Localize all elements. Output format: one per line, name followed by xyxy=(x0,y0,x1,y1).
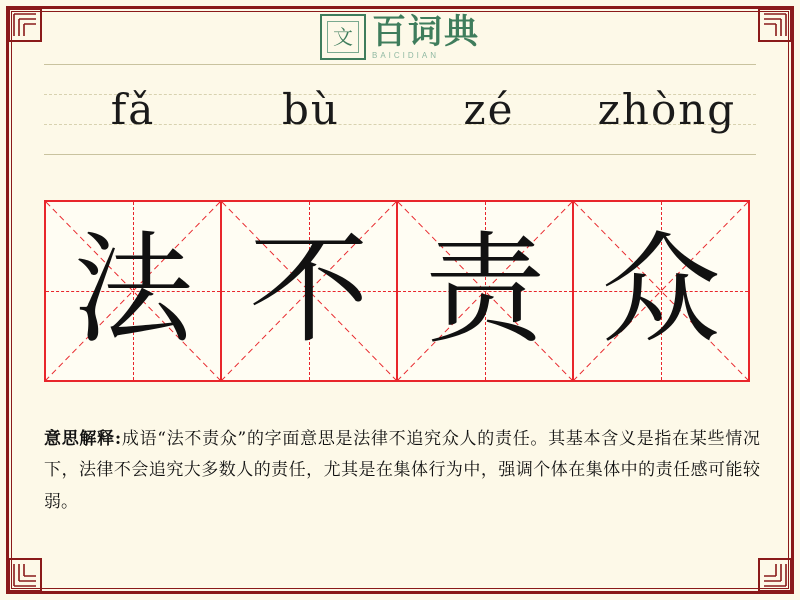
character-cell xyxy=(572,200,750,382)
character-glyph: 众 xyxy=(601,221,721,360)
corner-ornament-icon xyxy=(758,558,792,592)
character-glyph: 法 xyxy=(73,221,193,360)
character-cell xyxy=(220,200,398,382)
seal-glyph: 文 xyxy=(333,25,353,49)
corner-ornament-icon xyxy=(8,558,42,592)
pinyin-row xyxy=(44,64,756,154)
character-grid xyxy=(44,200,756,382)
seal-square-icon xyxy=(320,14,366,60)
logo-name-en: BAICIDIAN xyxy=(372,50,440,60)
character-cell xyxy=(396,200,574,382)
staff-line-bottom xyxy=(44,154,756,155)
pinyin-syllable: bù xyxy=(282,84,340,134)
explanation-block xyxy=(44,424,760,518)
logo-text xyxy=(372,11,480,60)
explanation-text: 成语“法不责众”的字面意思是法律不追究众人的责任。其基本含义是指在某些情况下，法律不会追究大多数人的责任，尤其是在集体行为中，强调个体在集体中的责任感可能较弱。 xyxy=(44,429,760,512)
character-glyph: 不 xyxy=(249,221,369,360)
pinyin-staff xyxy=(44,64,756,164)
character-cell xyxy=(44,200,222,382)
explanation-label: 意思解释: xyxy=(44,429,122,449)
pinyin-syllable: zé xyxy=(463,84,515,134)
site-logo[interactable] xyxy=(0,11,800,60)
logo-name-cn: 百词典 xyxy=(372,11,480,52)
pinyin-syllable: fǎ xyxy=(110,84,156,134)
character-glyph: 责 xyxy=(425,221,545,360)
pinyin-syllable: zhòng xyxy=(597,84,737,134)
